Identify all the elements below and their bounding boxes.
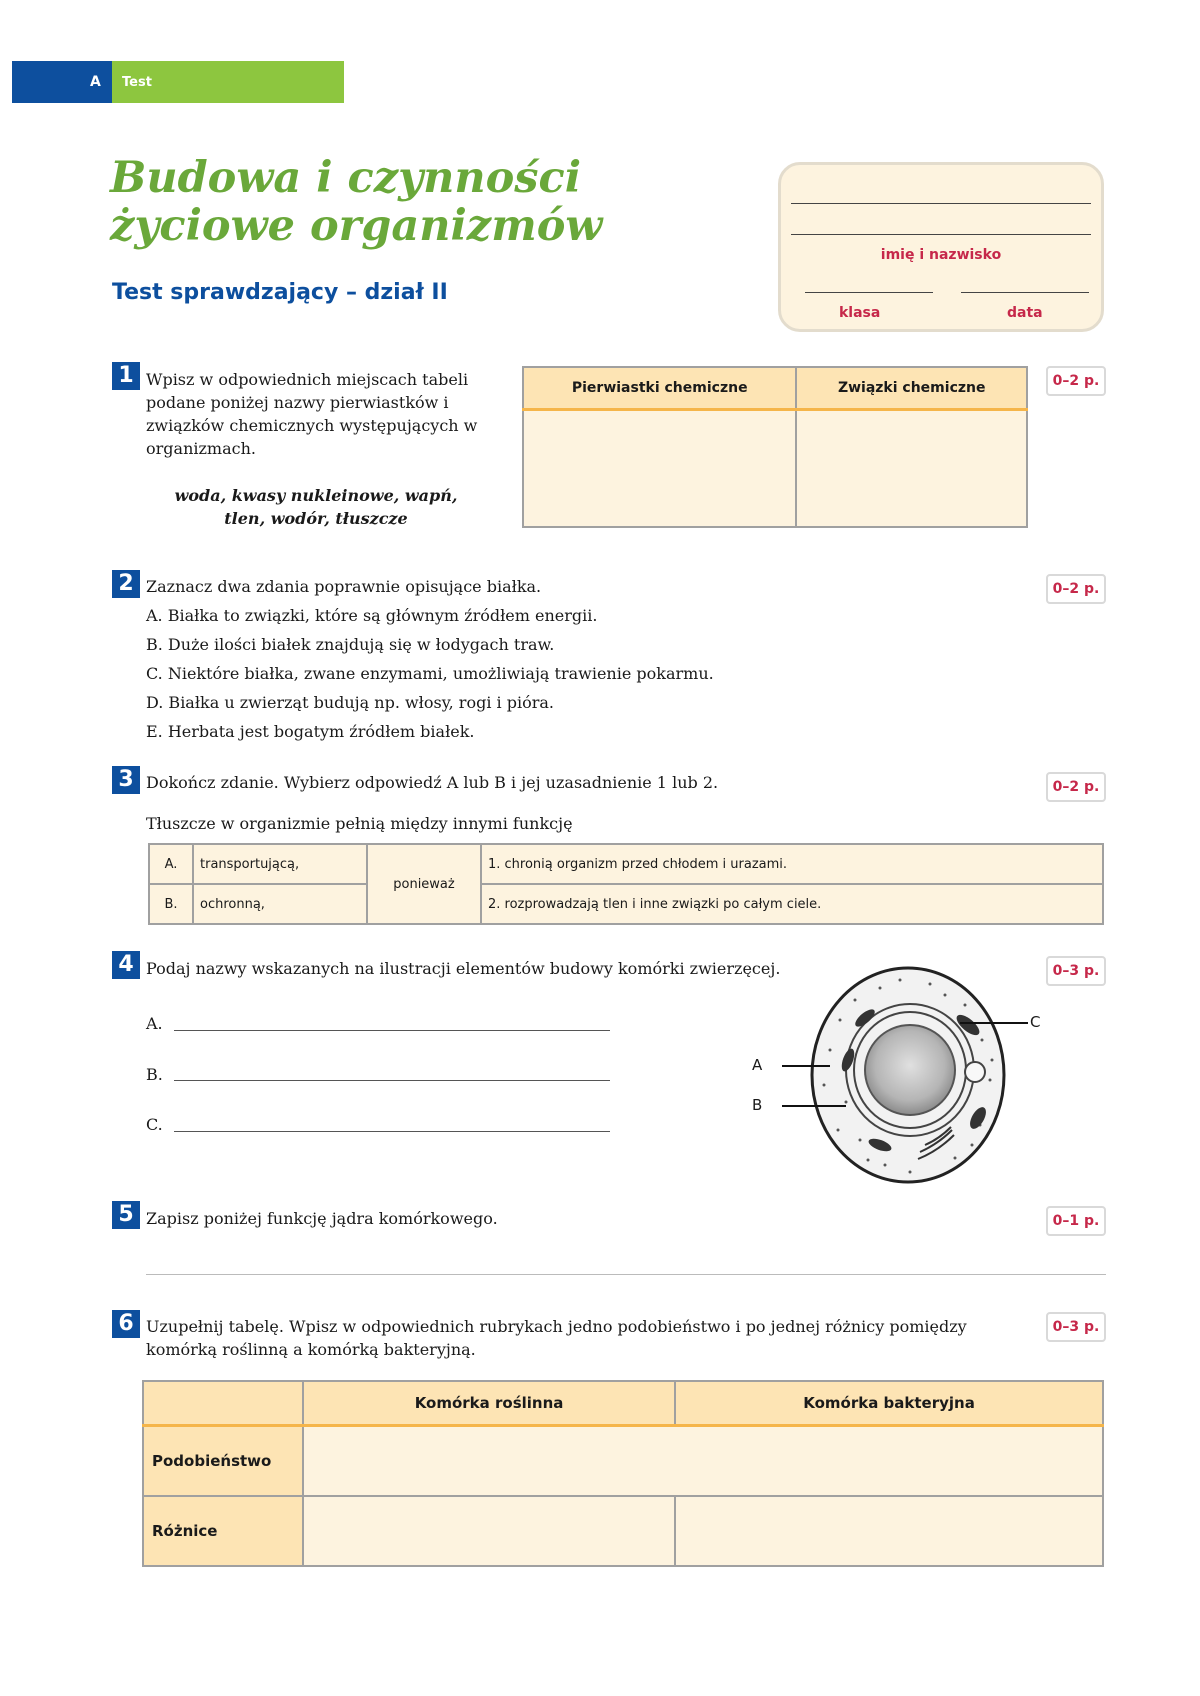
task-1-compounds-cell[interactable]	[796, 410, 1027, 528]
figure-label-a: A	[752, 1056, 763, 1074]
task-3-connector: ponieważ	[367, 844, 481, 924]
task-1-points: 0–2 p.	[1046, 366, 1106, 396]
task-2-option-d[interactable]: D. Białka u zwierząt budują np. włosy, rogi i pióra.	[146, 693, 554, 712]
task-6-col-plant: Komórka roślinna	[303, 1381, 675, 1426]
task-3-option-b-letter[interactable]: B.	[149, 884, 193, 924]
task-2-option-e[interactable]: E. Herbata jest bogatym źródłem białek.	[146, 722, 475, 741]
title-line-2: życiowe organizmów	[110, 201, 603, 251]
task-4-instruction: Podaj nazwy wskazanych na ilustracji elementów budowy komórki zwierzęcej.	[146, 959, 781, 978]
task-3-option-a[interactable]: transportującą,	[193, 844, 367, 884]
class-line[interactable]	[805, 292, 933, 293]
task-1-instruction: Wpisz w odpowiednich miejscach tabeli podane poniżej nazwy pierwiastków i związków chemicznych występujących w organizmach.	[146, 370, 478, 458]
date-line[interactable]	[961, 292, 1089, 293]
date-label: data	[1007, 305, 1043, 321]
task-6-similarity-cell[interactable]	[303, 1426, 1103, 1496]
task-6-plant-difference-cell[interactable]	[303, 1496, 675, 1566]
page-subtitle: Test sprawdzający – dział II	[112, 280, 448, 305]
task-4-answer-a-line[interactable]	[174, 1030, 610, 1031]
page-title	[110, 154, 630, 250]
task-3-option-b[interactable]: ochronną,	[193, 884, 367, 924]
task-3-number: 3	[112, 766, 140, 794]
task-5-answer-line[interactable]	[146, 1274, 1106, 1275]
task-4-answer-b-label: B.	[146, 1065, 163, 1084]
task-3-option-a-letter[interactable]: A.	[149, 844, 193, 884]
cell-nucleus	[865, 1025, 955, 1115]
task-3-stem: Tłuszcze w organizmie pełnią między innymi funkcję	[146, 814, 573, 833]
animal-cell-illustration	[760, 960, 1060, 1192]
task-4-number: 4	[112, 951, 140, 979]
task-6-number: 6	[112, 1310, 140, 1338]
task-5-number: 5	[112, 1201, 140, 1229]
task-2-instruction: Zaznacz dwa zdania poprawnie opisujące białka.	[146, 577, 542, 596]
name-line-1[interactable]	[791, 203, 1091, 204]
task-6-table	[142, 1380, 1104, 1567]
task-2-option-a[interactable]: A. Białka to związki, które są głównym źródłem energii.	[146, 606, 598, 625]
class-label: klasa	[839, 305, 881, 321]
task-3-reason-2[interactable]: 2. rozprowadzają tlen i inne związki po całym ciele.	[481, 884, 1103, 924]
task-6-row-similarity: Podobieństwo	[143, 1426, 303, 1496]
task-2-options	[146, 601, 714, 746]
task-1-table	[522, 366, 1028, 528]
section-label: Test	[122, 75, 152, 90]
task-1-number: 1	[112, 362, 140, 390]
task-4-answer-b-line[interactable]	[174, 1080, 610, 1081]
task-2-number: 2	[112, 570, 140, 598]
task-1-words-line-1: woda, kwasy nukleinowe, wapń,	[174, 486, 458, 505]
task-6-instruction: Uzupełnij tabelę. Wpisz w odpowiednich rubrykach jedno podobieństwo i po jednej różnicy pomiędzy komórką roślinną a komórką bakteryjną.	[146, 1317, 967, 1359]
vacuole	[965, 1062, 985, 1082]
task-6-col-bacteria: Komórka bakteryjna	[675, 1381, 1103, 1426]
name-line-2[interactable]	[791, 234, 1091, 235]
task-1-words	[146, 484, 486, 530]
task-6-bacteria-difference-cell[interactable]	[675, 1496, 1103, 1566]
name-label: imię i nazwisko	[880, 247, 1002, 263]
task-4-answer-c-line[interactable]	[174, 1131, 610, 1132]
figure-label-b: B	[752, 1096, 763, 1114]
task-4-points: 0–3 p.	[1046, 956, 1106, 986]
student-info-box	[778, 162, 1104, 332]
section-letter: A	[90, 74, 101, 90]
figure-label-c: C	[1030, 1013, 1041, 1031]
task-3-table	[148, 843, 1104, 925]
task-3-instruction: Dokończ zdanie. Wybierz odpowiedź A lub B i jej uzasadnienie 1 lub 2.	[146, 773, 719, 792]
task-2-points: 0–2 p.	[1046, 574, 1106, 604]
task-1-col-compounds: Związki chemiczne	[796, 367, 1027, 410]
task-3-points: 0–2 p.	[1046, 772, 1106, 802]
task-4-answer-a-label: A.	[146, 1014, 163, 1033]
task-2-option-c[interactable]: C. Niektóre białka, zwane enzymami, umożliwiają trawienie pokarmu.	[146, 664, 714, 683]
task-3-reason-1[interactable]: 1. chronią organizm przed chłodem i urazami.	[481, 844, 1103, 884]
task-4-answer-c-label: C.	[146, 1115, 163, 1134]
task-6-corner	[143, 1381, 303, 1426]
task-6-row-differences: Różnice	[143, 1496, 303, 1566]
task-1-words-line-2: tlen, wodór, tłuszcze	[224, 509, 408, 528]
task-1-elements-cell[interactable]	[523, 410, 796, 528]
task-5-instruction: Zapisz poniżej funkcję jądra komórkowego.	[146, 1209, 498, 1228]
task-2-option-b[interactable]: B. Duże ilości białek znajdują się w łodygach traw.	[146, 635, 555, 654]
task-1-col-elements: Pierwiastki chemiczne	[523, 367, 796, 410]
title-line-1: Budowa i czynności	[110, 153, 582, 203]
task-5-points: 0–1 p.	[1046, 1206, 1106, 1236]
task-6-points: 0–3 p.	[1046, 1312, 1106, 1342]
